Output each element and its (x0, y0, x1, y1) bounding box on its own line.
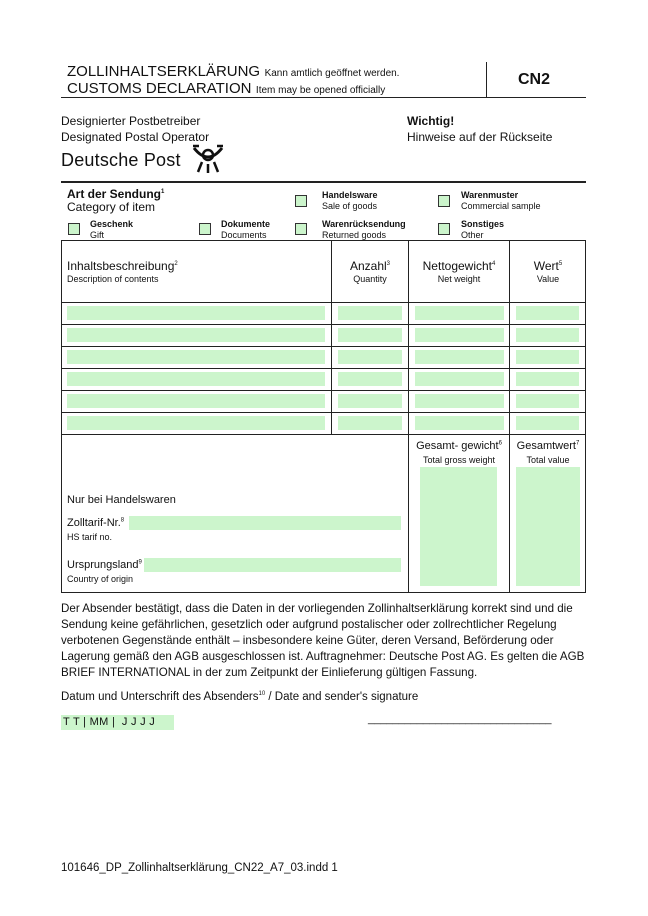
net-weight-input-3[interactable] (415, 350, 504, 364)
option-other-en: Other (461, 230, 484, 240)
net-weight-input-1[interactable] (415, 306, 504, 320)
value-input-6[interactable] (516, 416, 579, 430)
net-weight-input-2[interactable] (415, 328, 504, 342)
value-input-2[interactable] (516, 328, 579, 342)
col-divider-2 (408, 240, 409, 593)
posthorn-icon (190, 144, 226, 174)
col-divider-3 (509, 240, 510, 593)
option-sale-de: Handelsware (322, 190, 378, 200)
option-gift-de: Geschenk (90, 219, 134, 229)
category-title-de: Art der Sendung$^1$ (67, 187, 165, 201)
col-quantity-header: Anzahl$^3$ (349, 259, 391, 273)
value-input-3[interactable] (516, 350, 579, 364)
operator-label-de: Designierter Postbetreiber (61, 114, 201, 128)
hs-tariff-label-en: HS tarif no. (67, 532, 113, 542)
col-description-en: Description of contents (67, 274, 159, 284)
description-input-2[interactable] (67, 328, 325, 342)
option-documents-en: Documents (221, 230, 267, 240)
quantity-input-1[interactable] (338, 306, 402, 320)
title-en: CUSTOMS DECLARATION (67, 80, 252, 97)
description-input-1[interactable] (67, 306, 325, 320)
checkbox-gift[interactable] (68, 223, 80, 235)
col-value-en: Value (536, 274, 560, 284)
only-goods-label: Nur bei Handelswaren (67, 494, 176, 506)
origin-input[interactable] (144, 558, 401, 572)
row-line (61, 324, 586, 325)
title-en-line (67, 80, 385, 98)
col-net-weight-header: Nettogewicht$^4$ (422, 259, 496, 273)
value-input-4[interactable] (516, 372, 579, 386)
value-input-5[interactable] (516, 394, 579, 408)
option-gift-en: Gift (90, 230, 105, 240)
important-title: Wichtig! (407, 114, 455, 128)
option-documents-de: Dokumente (221, 219, 271, 229)
operator-logo-text: Deutsche Post (61, 150, 181, 170)
quantity-input-2[interactable] (338, 328, 402, 342)
option-returned-de: Warenrücksendung (322, 219, 406, 229)
col-value-header: Wert$^5$ (533, 259, 563, 273)
net-weight-input-6[interactable] (415, 416, 504, 430)
category-title-en: Category of item (67, 200, 156, 214)
total-gross-weight-input[interactable] (420, 467, 497, 586)
row-line (61, 412, 586, 413)
checkbox-commercial-sample[interactable] (438, 195, 450, 207)
row-line (61, 346, 586, 347)
row-line (61, 302, 586, 303)
important-text: Hinweise auf der Rückseite (407, 130, 553, 144)
net-weight-input-4[interactable] (415, 372, 504, 386)
checkbox-sale-of-goods[interactable] (295, 195, 307, 207)
quantity-input-3[interactable] (338, 350, 402, 364)
checkbox-other[interactable] (438, 223, 450, 235)
header-underline (61, 97, 586, 98)
quantity-input-4[interactable] (338, 372, 402, 386)
header-divider (486, 62, 487, 97)
date-placeholder: T T | MM | J J J J (63, 716, 156, 728)
option-sample-de: Warenmuster (461, 190, 519, 200)
value-input-1[interactable] (516, 306, 579, 320)
net-weight-input-5[interactable] (415, 394, 504, 408)
description-input-4[interactable] (67, 372, 325, 386)
row-line (61, 390, 586, 391)
hs-tariff-label: Zolltarif-Nr.$^8$ (67, 517, 125, 529)
total-value-en: Total value (526, 455, 570, 465)
form-code: CN2 (518, 71, 551, 88)
date-input[interactable] (61, 715, 174, 730)
quantity-input-6[interactable] (338, 416, 402, 430)
file-footer: 101646_DP_Zollinhaltserklärung_CN22_A7_03.indd 1 (61, 862, 338, 874)
option-other-de: Sonstiges (461, 219, 505, 229)
option-returned-en: Returned goods (322, 230, 387, 240)
row-line (61, 434, 586, 435)
note-de: Kann amtlich geöffnet werden. (264, 68, 400, 79)
col-quantity-en: Quantity (353, 274, 387, 284)
checkbox-documents[interactable] (199, 223, 211, 235)
operator-underline (61, 181, 586, 183)
quantity-input-5[interactable] (338, 394, 402, 408)
total-gross-weight-en: Total gross weight (422, 455, 496, 465)
note-en: Item may be opened officially (255, 85, 386, 96)
title-de-line (67, 63, 399, 81)
description-input-6[interactable] (67, 416, 325, 430)
option-sample-en: Commercial sample (461, 201, 541, 211)
total-value-header: Gesamtwert$^7$ (516, 440, 580, 452)
col-net-weight-en: Net weight (437, 274, 481, 284)
hs-tariff-input[interactable] (129, 516, 401, 530)
signature-line[interactable]: ______________________________ (368, 713, 552, 725)
row-line (61, 368, 586, 369)
option-sale-en: Sale of goods (322, 201, 378, 211)
description-input-3[interactable] (67, 350, 325, 364)
origin-label-en: Country of origin (67, 574, 134, 584)
col-description-header: Inhaltsbeschreibung$^2$ (67, 259, 178, 273)
total-gross-weight-header: Gesamt- gewicht$^6$ (416, 440, 502, 452)
origin-label: Ursprungsland$^9$ (67, 559, 142, 571)
description-input-5[interactable] (67, 394, 325, 408)
operator-label-en: Designated Postal Operator (61, 130, 210, 144)
declaration-text: Der Absender bestätigt, dass die Daten in der vorliegenden Zollinhaltserklärung korrekt sind und die Sendung keine gefährlichen, gesetzlich oder aufgrund postalischer oder zollrechtlicher Regelung verbotenen Gegenstände enthält – insbesondere keine Güter, deren Versand, Beförderung oder Lagerung gemäß den AGB ausgeschlossen ist. Auftragnehmer: Deutsche Post AG. Es gelten die AGB BRIEF INTERNATIONAL in der zum Zeitpunkt der Einlieferung gültigen Fassung. (61, 602, 585, 679)
signature-label: Datum und Unterschrift des Absenders$^{10}$ / Date and sender's signature (61, 691, 419, 703)
checkbox-returned-goods[interactable] (295, 223, 307, 235)
total-value-input[interactable] (516, 467, 580, 586)
title-de: ZOLLINHALTSERKLÄRUNG (67, 63, 261, 80)
